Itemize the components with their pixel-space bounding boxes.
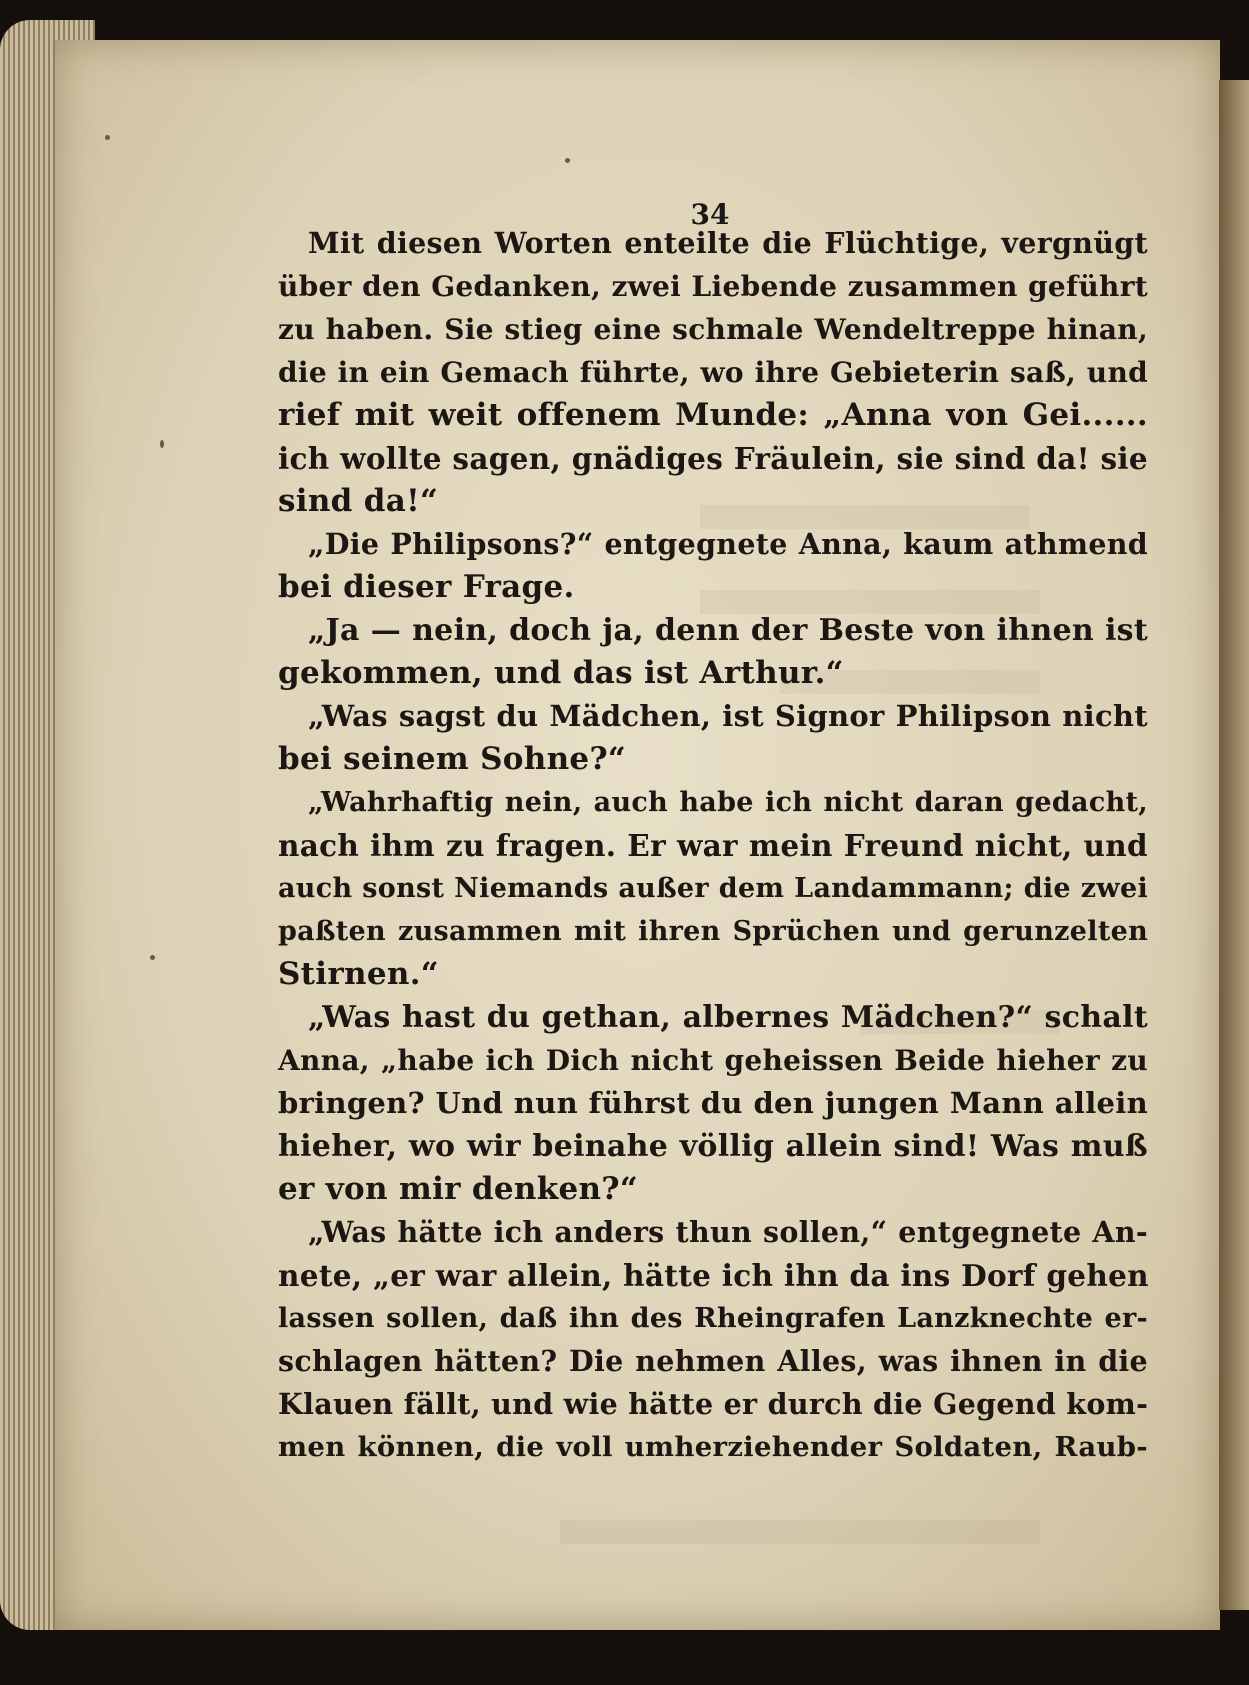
text-line: auch sonst Niemands außer dem Landammann; die zwei (278, 873, 1148, 904)
text-line: er von mir denken?“ (278, 1171, 638, 1207)
text-line: bei seinem Sohne?“ (278, 741, 627, 777)
text-line: schlagen hätten? Die nehmen Alles, was ihnen in die (278, 1344, 1148, 1378)
text-line: gekommen, und das ist Arthur.“ (278, 655, 844, 691)
text-line: zu haben. Sie stieg eine schmale Wendeltreppe hinan, (278, 313, 1148, 346)
text-line: lassen sollen, daß ihn des Rheingrafen Lanzknechte er- (278, 1303, 1148, 1334)
text-line: die in ein Gemach führte, wo ihre Gebieterin saß, und (278, 356, 1148, 389)
text-line: „Wahrhaftig nein, auch habe ich nicht daran gedacht, (308, 787, 1148, 818)
text-line: „Was hätte ich anders thun sollen,“ entgegnete An- (308, 1215, 1148, 1249)
text-line: „Was sagst du Mädchen, ist Signor Philipson nicht (308, 699, 1148, 733)
text-line: Klauen fällt, und wie hätte er durch die Gegend kom- (278, 1387, 1149, 1421)
text-line: ich wollte sagen, gnädiges Fräulein, sie sind da! sie (278, 441, 1148, 476)
gutter (1219, 80, 1249, 1610)
body-text (278, 222, 1148, 1469)
text-line: Mit diesen Worten enteilte die Flüchtige, vergnügt (308, 226, 1148, 260)
text-line: Anna, „habe ich Dich nicht geheissen Beide hieher zu (278, 1044, 1148, 1077)
text-line: rief mit weit offenem Munde: „Anna von Gei...... (278, 397, 1148, 433)
paper-speck (160, 440, 164, 448)
paper-speck (150, 955, 155, 960)
text-line: paßten zusammen mit ihren Sprüchen und gerunzelten (278, 916, 1148, 947)
text-line: bei dieser Frage. (278, 569, 575, 605)
text-line: „Ja — nein, doch ja, denn der Beste von ihnen ist (308, 613, 1148, 648)
paper-speck (105, 135, 110, 140)
text-line: sind da!“ (278, 483, 439, 519)
paper-speck (565, 158, 570, 163)
text-line: „Was hast du gethan, albernes Mädchen?“ schalt (308, 1000, 1148, 1035)
text-line: men können, die voll umherziehender Soldaten, Raub- (278, 1431, 1148, 1463)
text-line: nach ihm zu fragen. Er war mein Freund nicht, und (278, 828, 1148, 863)
text-line: über den Gedanken, zwei Liebende zusammen geführt (278, 270, 1148, 303)
text-line: „Die Philipsons?“ entgegnete Anna, kaum athmend (308, 527, 1148, 561)
page-number: 34 (690, 198, 730, 231)
bleed-through-mark (560, 1520, 1040, 1544)
text-line: Stirnen.“ (278, 956, 439, 992)
text-line: bringen? Und nun führst du den jungen Mann allein (278, 1086, 1148, 1120)
text-line: nete, „er war allein, hätte ich ihn da ins Dorf gehen (278, 1258, 1149, 1293)
text-line: hieher, wo wir beinahe völlig allein sind! Was muß (278, 1129, 1148, 1164)
